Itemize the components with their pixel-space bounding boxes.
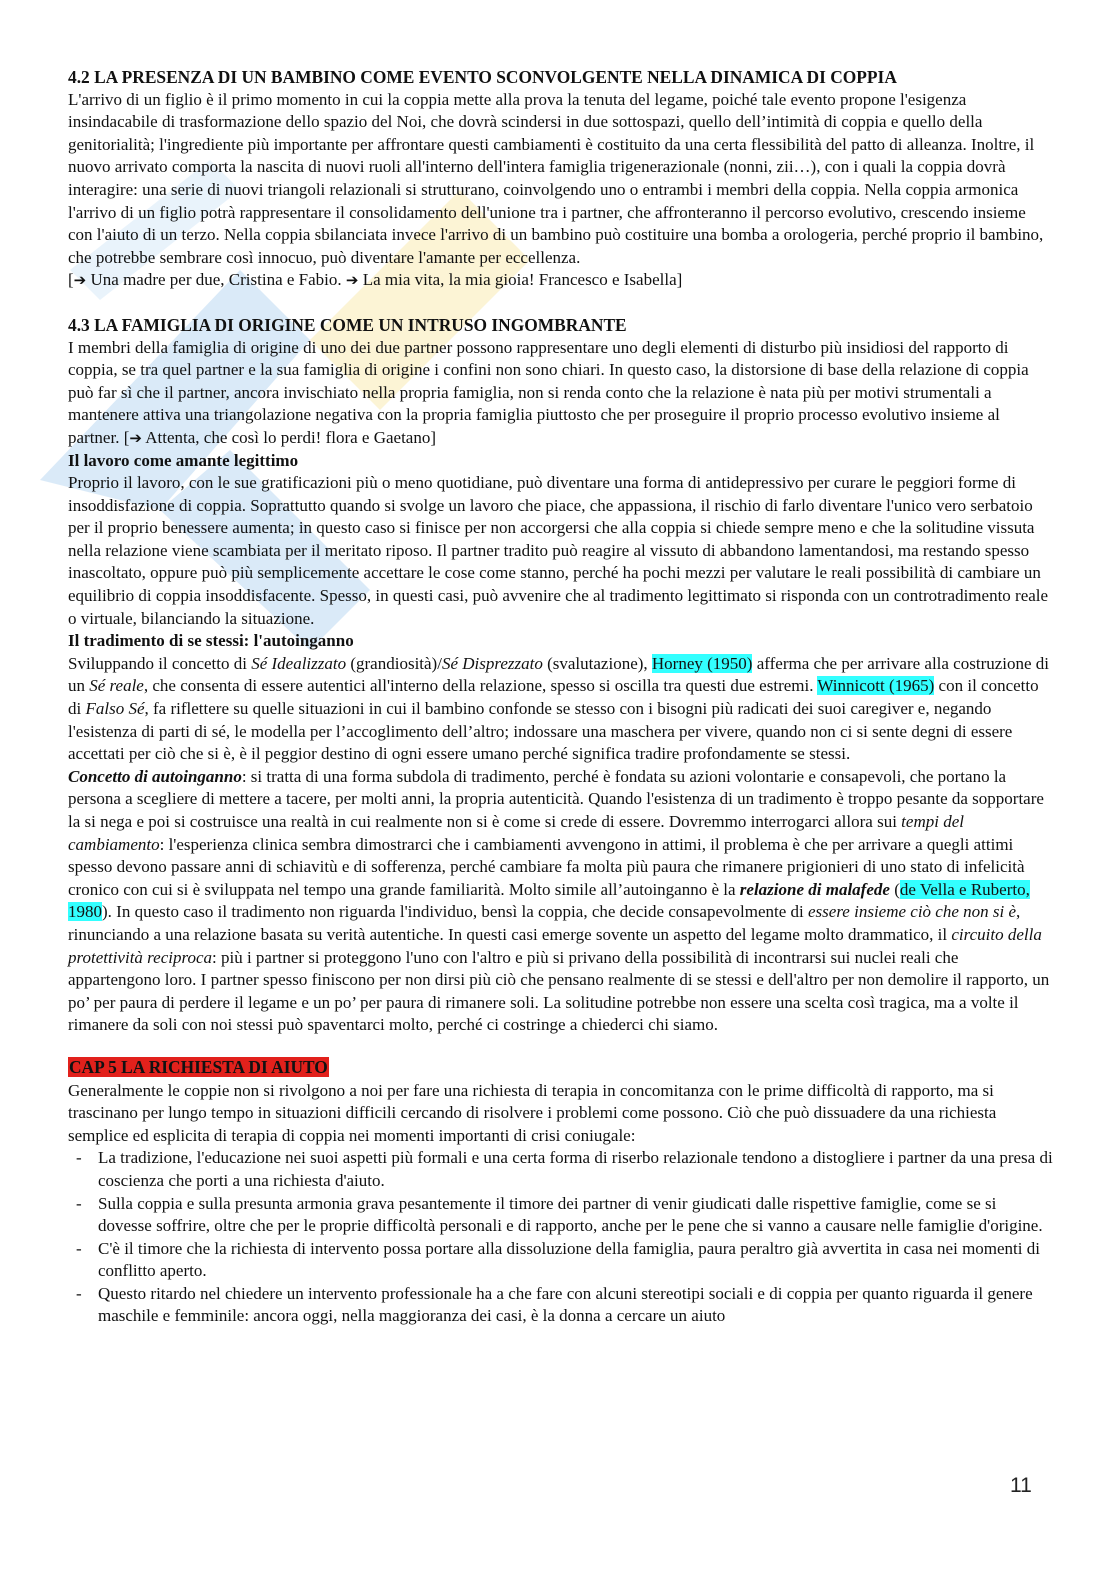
page-number: 11 [1010, 1474, 1032, 1497]
section-4-2-heading: 4.2 LA PRESENZA DI UN BAMBINO COME EVENTO SCONVOLGENTE NELLA DINAMICA DI COPPIA [68, 67, 897, 87]
autoinganno-paragraph-1: Sviluppando il concetto di Sé Idealizzato (grandiosità)/Sé Disprezzato (svalutazione), Horney (1950) afferma che per arrivare alla costruzione di un Sé reale, che consenta di essere autentici all'interno della relazione, spesso si oscilla tra questi due estremi. Winnicott (1965) con il concetto di Falso Sé, fa riflettere su quelle situazioni in cui il bambino confonde se stesso con i bisogni più radicati dei suoi caregiver e, negando l'esistenza di parti di sé, le modella per l’accoglimento dell’altro; indossare una maschera per vivere, quando non ci si sente degni di essere accettati per ciò che si è, è il peggior destino di ogni essere umano perché significa tradire profondamente se stessi. [68, 653, 1050, 764]
citation-horney: Horney (1950) [651, 653, 753, 673]
section-4-3-heading: 4.3 LA FAMIGLIA DI ORIGINE COME UN INTRUSO INGOMBRANTE [68, 314, 627, 335]
document-page [68, 66, 1053, 1328]
right-arrow-icon: ➔ [73, 271, 87, 290]
citation-de-vella: de Vella e Ruberto, 1980 [68, 879, 1030, 922]
concept-term: Concetto di autoinganno [68, 766, 242, 786]
chapter-5-intro: Generalmente le coppie non si rivolgono a noi per fare una richiesta di terapia in concomitanza con le prime difficoltà di rapporto, ma si trascinano per lungo tempo in situazioni difficili cercando di risolvere i problemi come possono. Ciò che può dissuadere da una richiesta semplice ed esplicita di terapia di coppia nei momenti importanti di crisi coniugale: [68, 1080, 997, 1145]
autoinganno-heading: Il tradimento di se stessi: l'autoinganno [68, 631, 354, 651]
section-4-3-body: I membri della famiglia di origine di uno dei due partner possono rappresentare uno degli elementi di disturbo più insidiosi del rapporto di coppia, se tra quel partner e la sua famiglia di origine i confini non sono chiari. In questo caso, la distorsione di base della relazione di coppia può far sì che il partner, ancora invischiato nella propria famiglia, non si renda conto che la relazione è nata più per motivi strumentali a mantenere attiva una triangolazione negativa con la propria famiglia piuttosto che per proseguire il proprio processo evolutivo insieme al partner. [➔ Attenta, che così lo perdi! flora e Gaetano] [68, 337, 1029, 447]
section-4-2-body: L'arrivo di un figlio è il primo momento in cui la coppia mette alla prova la tenuta del legame, poiché tale evento propone l'esigenza insindacabile di trasformazione dello spazio del Noi, che dovrà scindersi in due sottospazi, quello dell’intimità di coppia e quello della genitorialità; l'ingrediente più importante per affrontare questi cambiamenti è costituito da una certa flessibilità del patto di alleanza. Inoltre, il nuovo arrivato comporta la nascita di nuovi ruoli all'interno dell'intera famiglia trigenerazionale (nonni, zii…), con i quali la coppia dovrà interagire: una serie di nuovi triangoli relazionali si strutturano, coinvolgendo uno o entrambi i membri della coppia. Nella coppia armonica l'arrivo di un figlio potrà rappresentare il consolidamento dell'unione tra i partner, che affronteranno il percorso evolutivo, crescendo insieme con l'aiuto di un terzo. Nella coppia sbilanciata invece l'arrivo di un bambino può costituire una bomba a orologeria, perché proprio il bambino, che potrebbe sembrare così innocuo, può diventare l'amante per eccellenza. [➔ Una madre per due, Cristina e Fabio. ➔ La mia vita, la mia gioia! Francesco e Isabella] [68, 89, 1044, 290]
autoinganno-paragraph-2: Concetto di autoinganno: si tratta di una forma subdola di tradimento, perché è fondata su azioni volontarie e consapevoli, che portano la persona a scegliere di mettere a tacere, per molti anni, la propria autenticità. Quando l'esistenza di un tradimento è troppo pesante da sopportare la si nega e poi si costruisce una realtà in cui realmente non si è come si crede di essere. Dovremmo interrogarci allora sui tempi del cambiamento: l'esperienza clinica sembra dimostrarci che i cambiamenti avvengono in attimi, il problema è che per arrivare a quegli attimi spesso devono passare anni di schiavitù e di sofferenza, perché cambiare fa molta più paura che rimanere prigionieri di uno stato di infelicità cronico con cui si è sviluppata nel tempo una grande familiarità. Molto simile all’autoinganno è la relazione di malafede (de Vella e Ruberto, 1980). In questo caso il tradimento non riguarda l'individuo, bensì la coppia, che decide consapevolmente di essere insieme ciò che non si è, rinunciando a una relazione basata su verità autentiche. In questi casi emerge sovente un aspetto del legame molto drammatico, il circuito della protettività reciproca: più i partner si proteggono l'uno con l'altro e più si privano della possibilità di incontrarsi sui nuclei reali che appartengono loro. I partner spesso finiscono per non dirsi più ciò che pensano realmente di se stessi e dell'altro per non demolire il rapporto, un po’ per paura di perdere il legame e un po’ per paura di rimanere soli. La solitudine potrebbe non essere una scelta così tragica, ma a volte il rimanere da soli con noi stessi può spaventarci molto, perché ci costringe a chiederci chi siamo. [68, 766, 1050, 1035]
list-item: - Questo ritardo nel chiedere un intervento professionale ha a che fare con alcuni stereotipi sociali e di coppia per quanto riguarda il genere maschile e femminile: ancora oggi, nella maggioranza dei casi, è la donna a cercare un aiuto [76, 1283, 1033, 1326]
list-item: - La tradizione, l'educazione nei suoi aspetti più formali e una certa forma di riserbo relazionale tendono a distogliere i partner da una presa di coscienza che porti a una richiesta d'aiuto. [76, 1148, 1053, 1190]
right-arrow-icon: ➔ [345, 271, 359, 290]
list-item: - Sulla coppia e sulla presunta armonia grava pesantemente il timore dei partner di venir giudicati dalle rispettive famiglie, come se si dovesse soffrire, oltre che per le proprie difficoltà personali e di rapporto, anche per le pene che si vanno a causare nelle famiglie d'origine. [76, 1193, 1043, 1236]
citation-winnicott: Winnicott (1965) [817, 676, 935, 696]
lavoro-heading: Il lavoro come amante legittimo [68, 450, 299, 470]
list-item: - C'è il timore che la richiesta di intervento possa portare alla dissoluzione della famiglia, paura peraltro già avvertita in casa nei momenti di conflitto aperto. [76, 1238, 1040, 1281]
chapter-5-list [68, 1147, 1053, 1328]
lavoro-body: Proprio il lavoro, con le sue gratificazioni più o meno quotidiane, può diventare una forma di antidepressivo per curare le peggiori forme di insoddisfazione di coppia. Soprattutto quando si svolge un lavoro che piace, che appassiona, il rischio di farlo diventare l'unico vero serbatoio per il proprio benessere aumenta; in questo caso si finisce per non accorgersi che alla coppia si chiede sempre meno e che la solitudine vissuta nella relazione viene scambiata per il meritato riposo. Il partner tradito può reagire al vissuto di abbandono lamentandosi, ma restando spesso inascoltato, oppure può più semplicemente accettare le cose come stanno, perché ha pochi mezzi per valutare le reali possibilità di cambiare un equilibrio di coppia insoddisfacente. Spesso, in questi casi, può avvenire che al tradimento legittimato si risponda con un controtradimento reale o virtuale, bilanciando la situazione. [68, 473, 1049, 628]
chapter-5-heading: CAP 5 LA RICHIESTA DI AIUTO [69, 1056, 328, 1077]
right-arrow-icon: ➔ [129, 428, 142, 447]
